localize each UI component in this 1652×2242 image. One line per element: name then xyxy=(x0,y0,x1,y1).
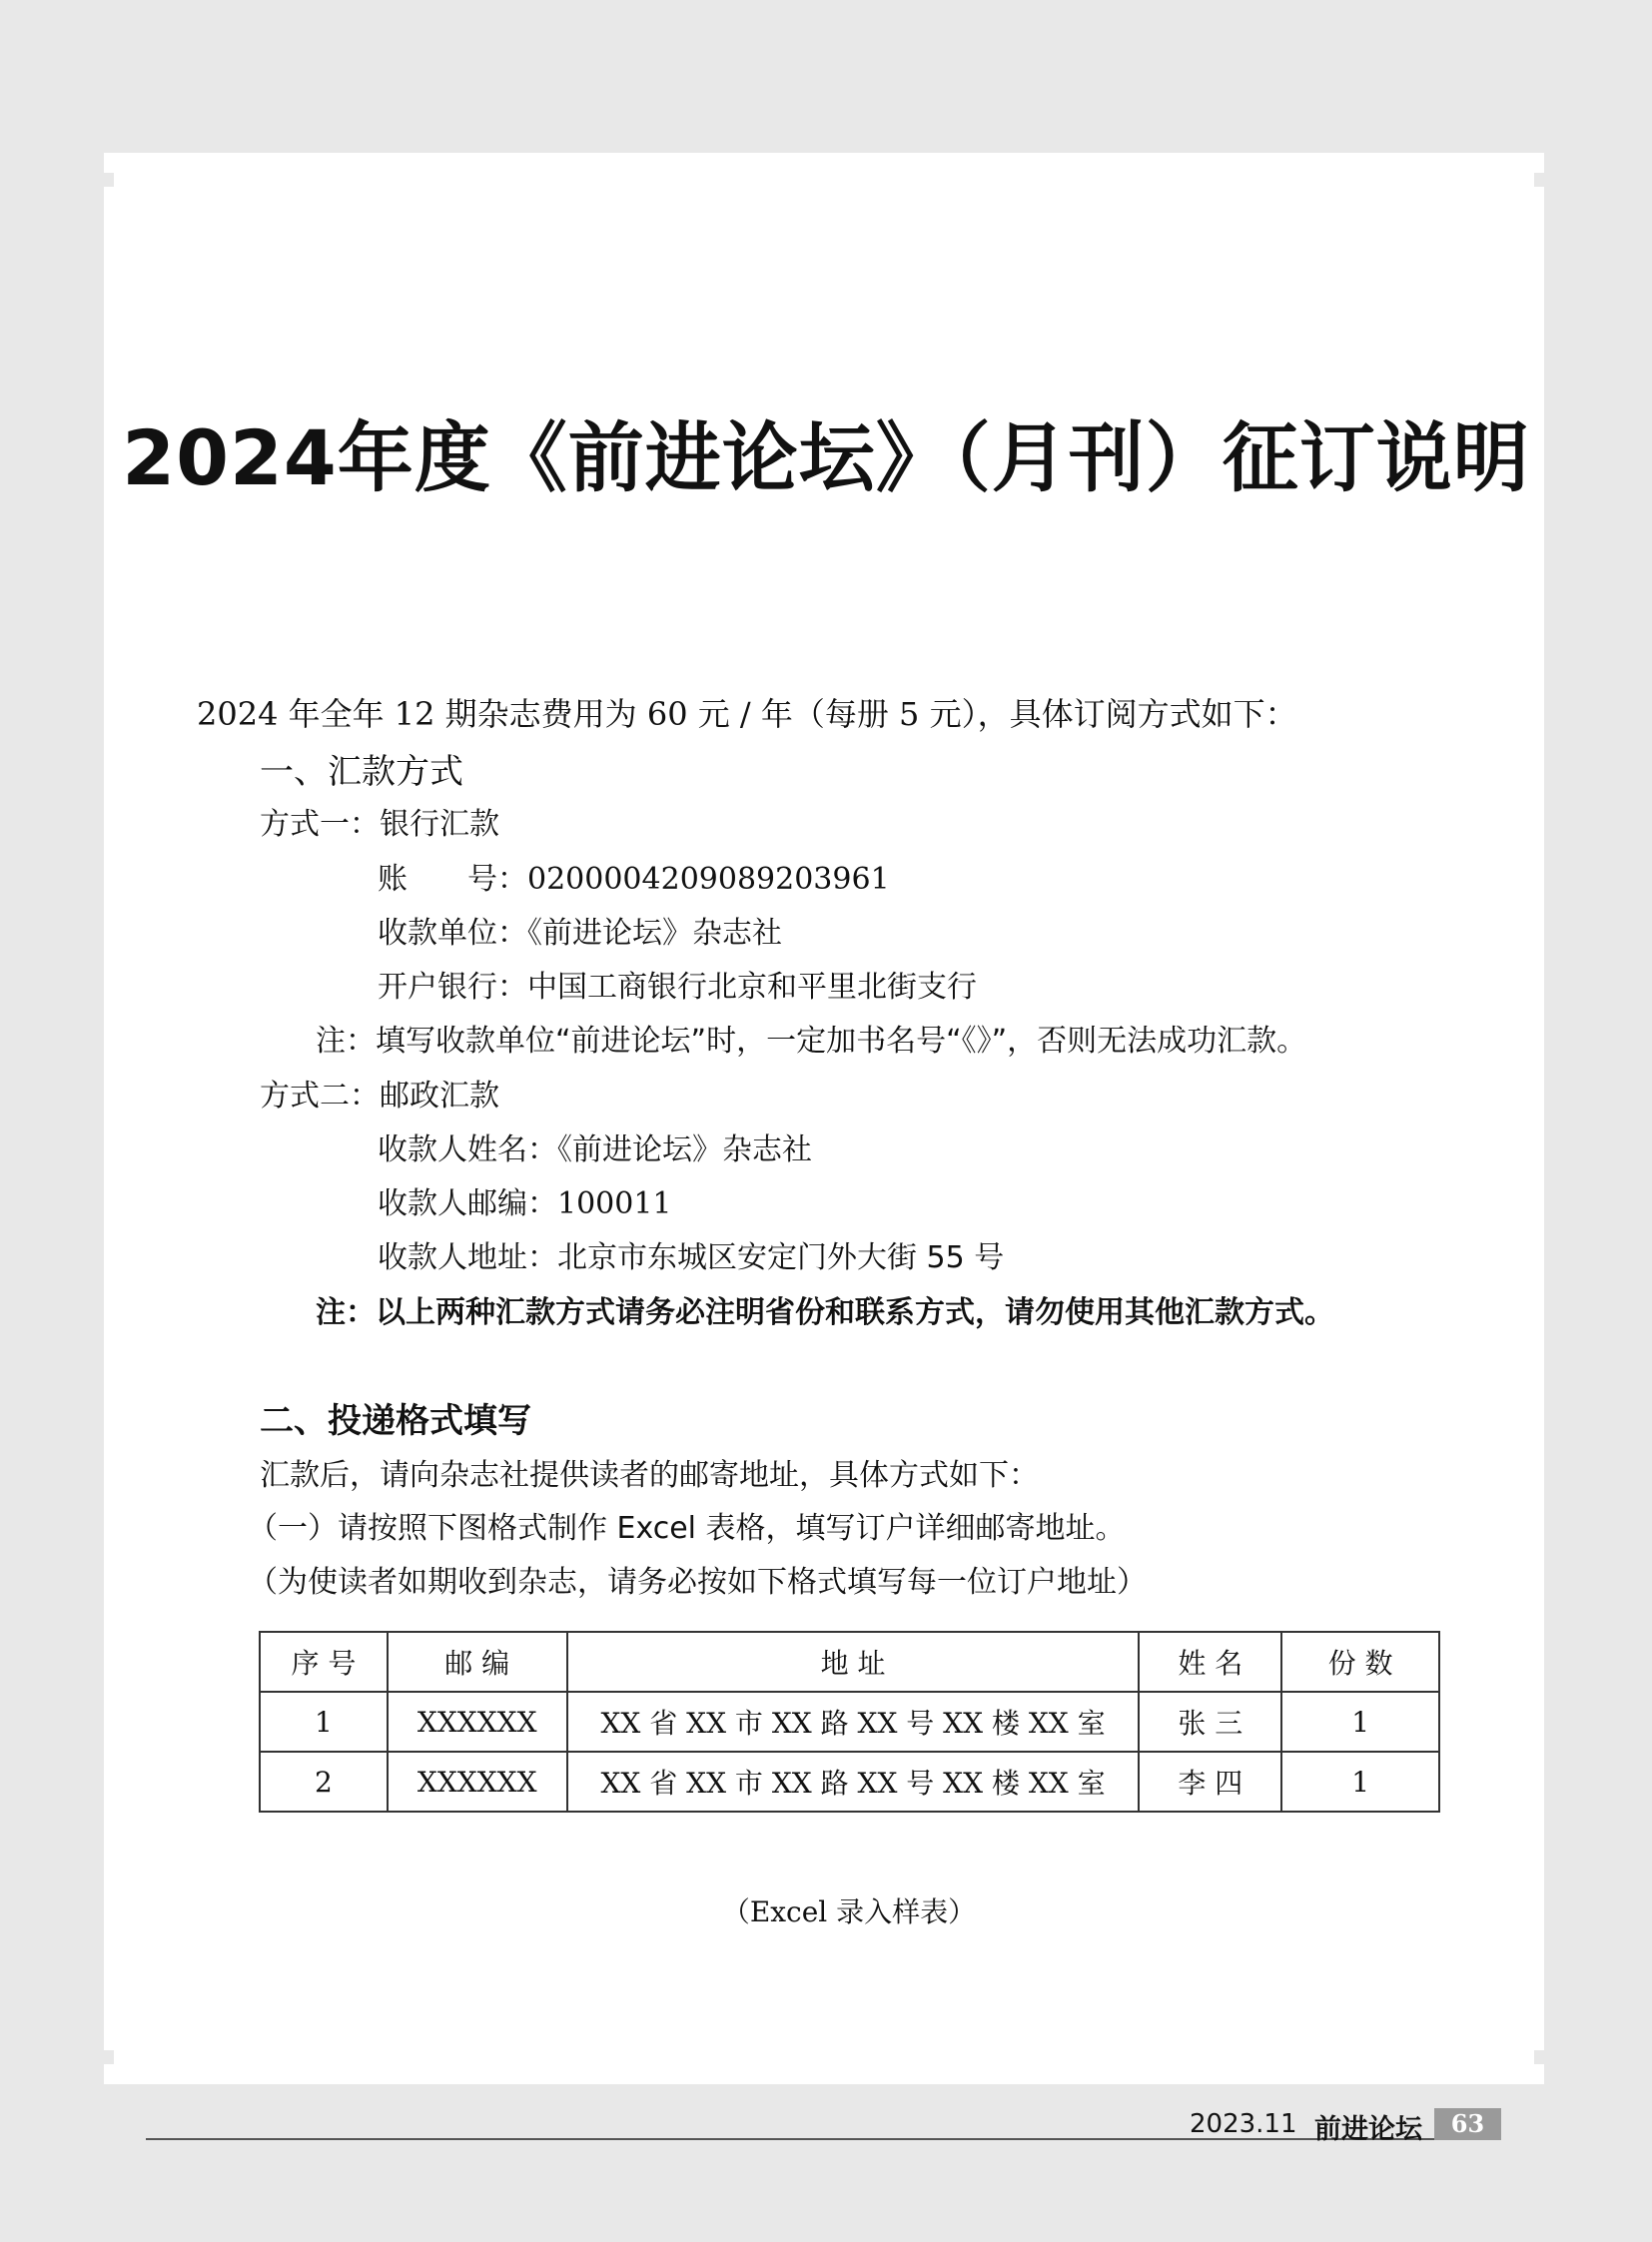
payee-name-label: 收款人姓名： xyxy=(378,1132,557,1167)
corner-notch xyxy=(100,173,114,187)
corner-notch xyxy=(100,2050,114,2064)
address-label: 收款人地址： xyxy=(378,1240,557,1275)
address-value: 北京市东城区安定门外大街 55 号 xyxy=(557,1240,1005,1275)
method1-line xyxy=(260,799,499,843)
table-row xyxy=(260,1692,1439,1752)
payee-name-value: 《前进论坛》杂志社 xyxy=(557,1132,812,1167)
payee-line xyxy=(378,908,782,952)
header-index: 序 号 xyxy=(260,1632,388,1692)
section2-paragraph-1: 汇款后，请向杂志社提供读者的邮寄地址，具体方式如下： xyxy=(260,1458,1039,1493)
method2-note: 注：以上两种汇款方式请务必注明省份和联系方式，请勿使用其他汇款方式。 xyxy=(316,1295,1334,1330)
cell-index: 1 xyxy=(260,1692,388,1752)
section2-paragraph-3: （为使读者如期收到杂志，请务必按如下格式填写每一位订户地址） xyxy=(248,1565,1147,1600)
footer-magazine: 前进论坛 xyxy=(1314,2114,1422,2145)
header-copies: 份 数 xyxy=(1281,1632,1439,1692)
sample-table xyxy=(259,1631,1440,1813)
bank-line xyxy=(378,962,977,1006)
bank-label: 开户银行： xyxy=(378,970,527,1005)
method1-label: 方式一： xyxy=(260,807,380,842)
zip-line xyxy=(378,1178,672,1222)
method1-name: 银行汇款 xyxy=(380,807,499,842)
page-number: 63 xyxy=(1434,2108,1501,2140)
payee-value: 《前进论坛》杂志社 xyxy=(527,916,782,951)
zip-value: 100011 xyxy=(557,1186,672,1221)
cell-copies: 1 xyxy=(1281,1752,1439,1812)
cell-address: XX 省 XX 市 XX 路 XX 号 XX 楼 XX 室 xyxy=(567,1692,1140,1752)
page-title: 2024年度《前进论坛》（月刊）征订说明 xyxy=(122,413,1530,502)
account-number: 0200004209089203961 xyxy=(527,862,890,897)
footer-date: 2023.11 xyxy=(1190,2109,1297,2139)
table-header-row xyxy=(260,1632,1439,1692)
payee-label: 收款单位： xyxy=(378,916,527,951)
cell-zip: XXXXXX xyxy=(388,1692,567,1752)
header-name: 姓 名 xyxy=(1139,1632,1281,1692)
method2-name: 邮政汇款 xyxy=(380,1079,499,1114)
address-line xyxy=(378,1232,1004,1276)
header-zip: 邮 编 xyxy=(388,1632,567,1692)
section2-paragraph-2: （一）请按照下图格式制作 Excel 表格，填写订户详细邮寄地址。 xyxy=(248,1511,1126,1546)
intro-text: 2024 年全年 12 期杂志费用为 60 元 / 年（每册 5 元），具体订阅方式如下： xyxy=(197,695,1297,733)
account-line xyxy=(378,854,890,898)
method1-note: 注：填写收款单位“前进论坛”时，一定加书名号“《》”，否则无法成功汇款。 xyxy=(316,1024,1307,1059)
footer-rule xyxy=(146,2138,1501,2140)
cell-name: 张 三 xyxy=(1139,1692,1281,1752)
method2-label: 方式二： xyxy=(260,1079,380,1114)
method2-line xyxy=(260,1071,499,1115)
bank-value: 中国工商银行北京和平里北街支行 xyxy=(527,970,977,1005)
cell-copies: 1 xyxy=(1281,1692,1439,1752)
corner-notch xyxy=(1534,2050,1548,2064)
section2-heading: 二、投递格式填写 xyxy=(260,1401,531,1441)
cell-name: 李 四 xyxy=(1139,1752,1281,1812)
cell-index: 2 xyxy=(260,1752,388,1812)
section1-heading: 一、汇款方式 xyxy=(260,752,463,792)
table-caption: （Excel 录入样表） xyxy=(721,1895,977,1928)
cell-zip: XXXXXX xyxy=(388,1752,567,1812)
payee-name-line xyxy=(378,1124,812,1168)
zip-label: 收款人邮编： xyxy=(378,1186,557,1221)
table-row xyxy=(260,1752,1439,1812)
cell-address: XX 省 XX 市 XX 路 XX 号 XX 楼 XX 室 xyxy=(567,1752,1140,1812)
corner-notch xyxy=(1534,173,1548,187)
header-address: 地 址 xyxy=(567,1632,1140,1692)
account-label: 账 号： xyxy=(378,862,527,897)
